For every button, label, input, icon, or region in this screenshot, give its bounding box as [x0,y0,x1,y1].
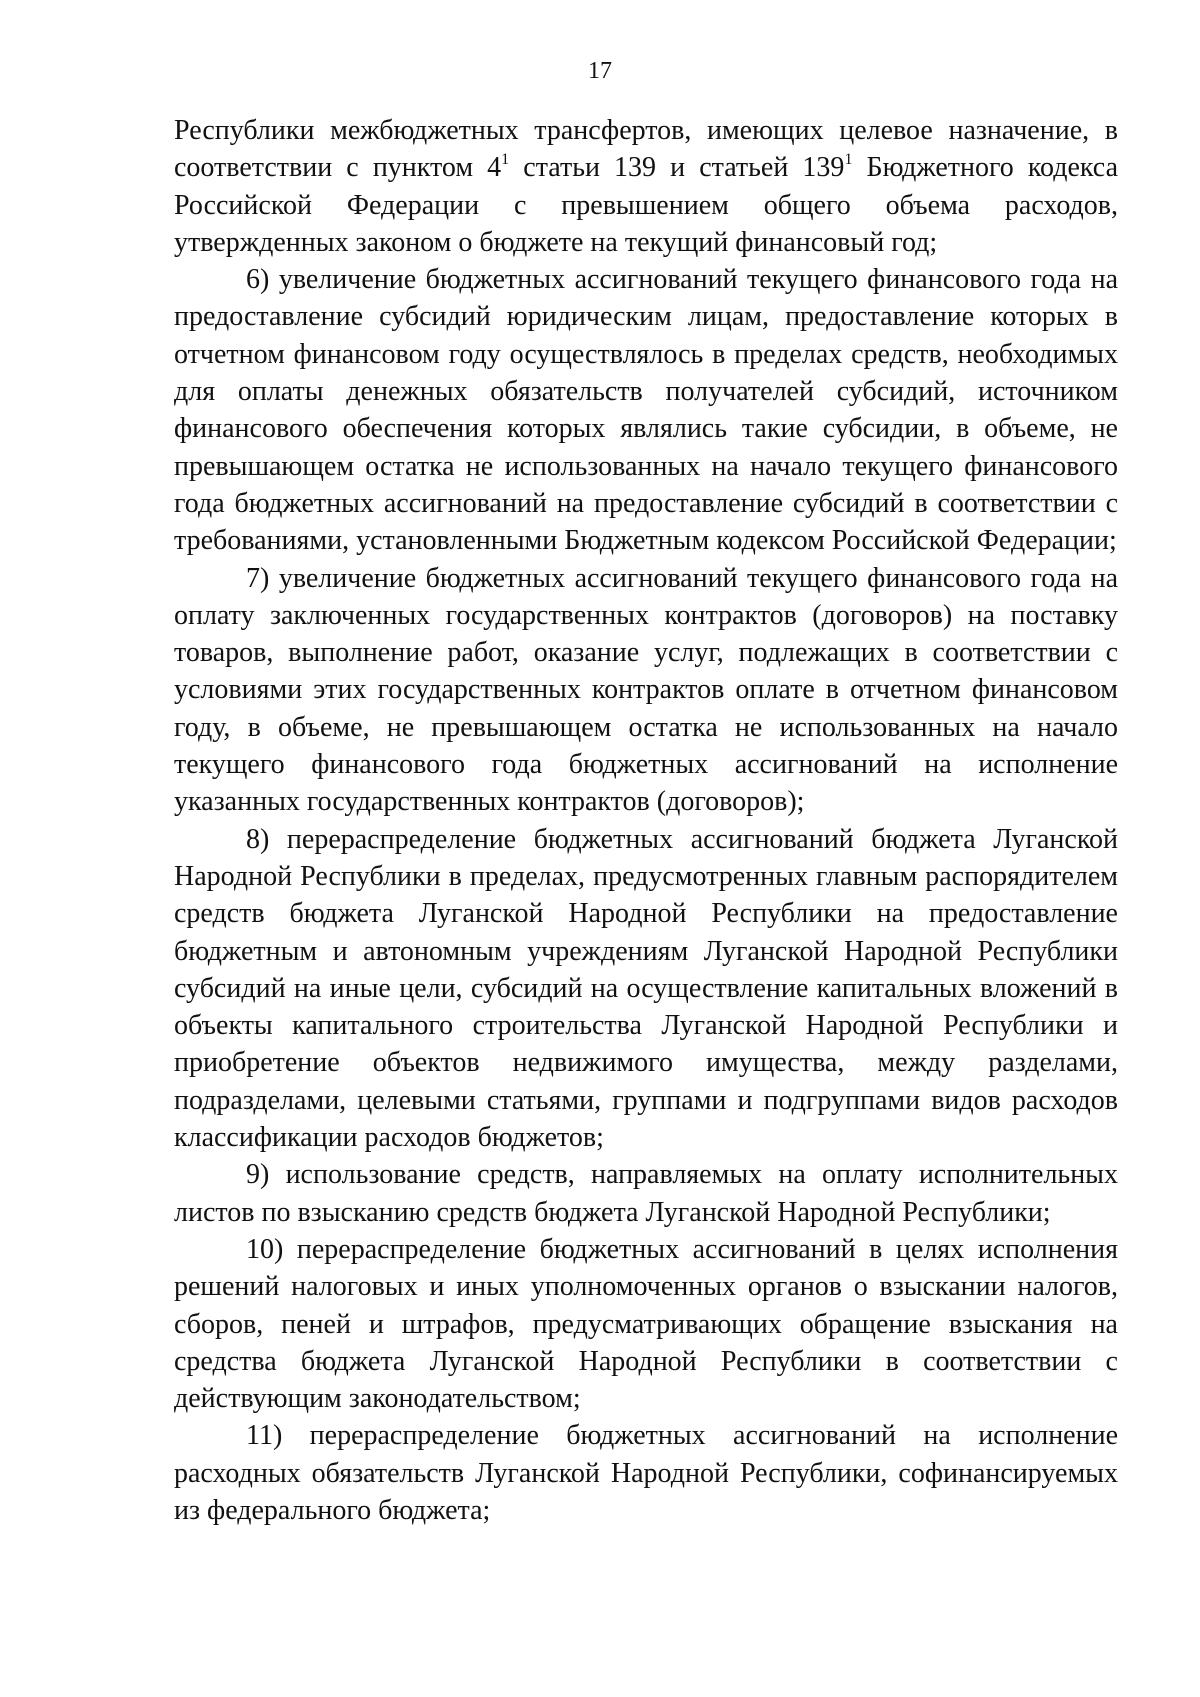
paragraph-text: Бюджетного кодекса Российской Федерации с превышением общего объема расходов, утвержденных законом о бюджете на текущий финансовый год; [174,152,1119,258]
paragraph-item-11: 11) перераспределение бюджетных ассигнований на исполнение расходных обязательств Луганской Народной Республики, софинансируемых из федерального бюджета; [174,1420,1118,1526]
paragraph-text: Республики межбюджетных трансфертов, имеющих целевое назначение, в соответствии с пунктом 4 [174,115,1118,184]
paragraph-item-7: 7) увеличение бюджетных ассигнований текущего финансового года на оплату заключенных государственных контрактов (договоров) на поставку товаров, выполнение работ, оказание услуг, подлежащих в соответствии с условиями этих государственных контрактов оплате в отчетном финансовом году, в объеме, не превышающем остатка не использованных на начало текущего финансового года бюджетных ассигнований на исполнение указанных государственных контрактов (договоров); [174,562,1118,818]
paragraph-item-10: 10) перераспределение бюджетных ассигнований в целях исполнения решений налоговых и иных уполномоченных органов о взыскании налогов, сборов, пеней и штрафов, предусматривающих обращение взыскания на средства бюджета Луганской Народной Республики в соответствии с действующим законодательством; [174,1233,1118,1415]
paragraph-text: статьи 139 и статьей 139 [509,152,845,184]
superscript: 1 [501,151,510,169]
superscript: 1 [844,151,853,169]
document-body [174,112,1118,1529]
paragraph-continuation [174,112,1118,261]
paragraph-item-8: 8) перераспределение бюджетных ассигнований бюджета Луганской Народной Республики в пределах, предусмотренных главным распорядителем средств бюджета Луганской Народной Республики на предоставление бюджетным и автономным учреждениям Луганской Народной Республики субсидий на иные цели, субсидий на осуществление капитальных вложений в объекты капитального строительства Луганской Народной Республики и приобретение объектов недвижимого имущества, между разделами, подразделами, целевыми статьями, группами и подгруппами видов расходов классификации расходов бюджетов; [174,823,1118,1154]
paragraph-item-9: 9) использование средств, направляемых на оплату исполнительных листов по взысканию средств бюджета Луганской Народной Республики; [174,1159,1118,1228]
paragraph-item-6: 6) увеличение бюджетных ассигнований текущего финансового года на предоставление субсидий юридическим лицам, предоставление которых в отчетном финансовом году осуществлялось в пределах средств, необходимых для оплаты денежных обязательств получателей субсидий, источником финансового обеспечения которых являлись такие субсидии, в объеме, не превышающем остатка не использованных на начало текущего финансового года бюджетных ассигнований на предоставление субсидий в соответствии с требованиями, установленными Бюджетным кодексом Российской Федерации; [174,264,1118,557]
page-number: 17 [588,58,612,84]
